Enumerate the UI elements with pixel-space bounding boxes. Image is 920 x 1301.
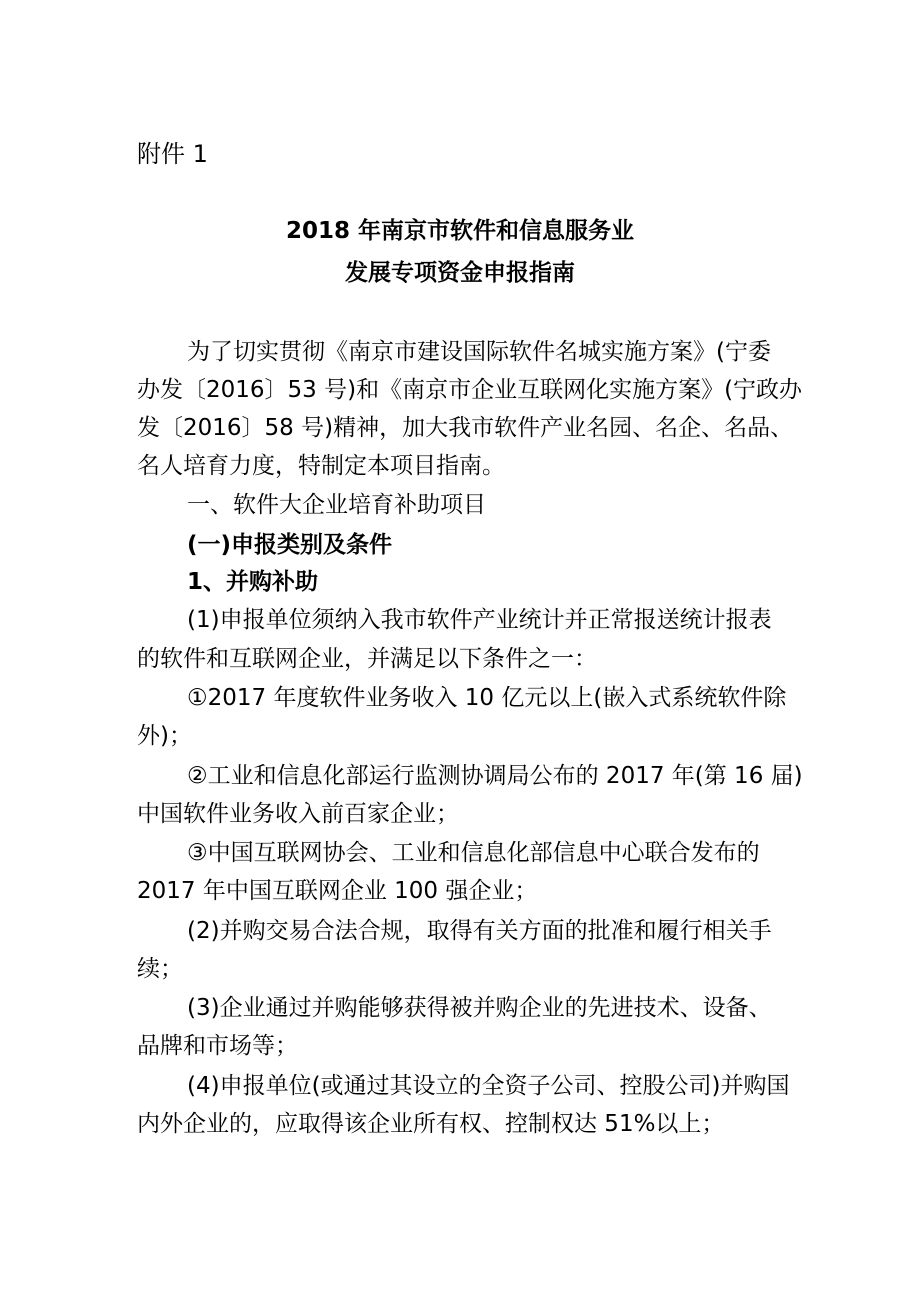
condition-option-3-line-2: 2017 年中国互联网企业 100 强企业； <box>137 878 538 904</box>
condition-2-line-2: 续； <box>137 956 183 982</box>
condition-4-line-1: (4)申报单位(或通过其设立的全资子公司、控股公司)并购国 <box>187 1073 790 1099</box>
condition-1-line-2: 的软件和互联网企业，并满足以下条件之一： <box>137 646 597 672</box>
condition-1-line-1: (1)申报单位须纳入我市软件产业统计并正常报送统计报表 <box>187 607 772 633</box>
condition-option-1-line-2: 外)； <box>137 723 192 749</box>
condition-3-line-1: (3)企业通过并购能够获得被并购企业的先进技术、设备、 <box>187 995 772 1021</box>
condition-option-2-line-2: 中国软件业务收入前百家企业； <box>137 801 459 827</box>
item-heading-1: 1、并购补助 <box>187 569 319 595</box>
condition-option-2-line-1: ②工业和信息化部运行监测协调局公布的 2017 年(第 16 届) <box>187 763 803 789</box>
condition-option-1-line-1: ①2017 年度软件业务收入 10 亿元以上(嵌入式系统软件除 <box>187 685 787 711</box>
section-heading-1: 一、软件大企业培育补助项目 <box>187 492 486 518</box>
condition-3-line-2: 品牌和市场等； <box>137 1033 298 1059</box>
document-title-line-2: 发展专项资金申报指南 <box>345 260 575 286</box>
subsection-heading-1: (一)申报类别及条件 <box>187 532 393 558</box>
condition-4-line-2: 内外企业的，应取得该企业所有权、控制权达 51%以上； <box>137 1111 725 1137</box>
attachment-label: 附件 1 <box>137 140 208 168</box>
intro-paragraph-line-3: 发〔2016〕58 号)精神，加大我市软件产业名园、名企、名品、 <box>137 415 794 441</box>
intro-paragraph-line-1: 为了切实贯彻《南京市建设国际软件名城实施方案》(宁委 <box>187 339 771 365</box>
condition-option-3-line-1: ③中国互联网协会、工业和信息化部信息中心联合发布的 <box>187 840 760 866</box>
document-title-line-1: 2018 年南京市软件和信息服务业 <box>285 218 635 244</box>
intro-paragraph-line-4: 名人培育力度，特制定本项目指南。 <box>137 453 505 479</box>
condition-2-line-1: (2)并购交易合法合规，取得有关方面的批准和履行相关手 <box>187 918 772 944</box>
intro-paragraph-line-2: 办发〔2016〕53 号)和《南京市企业互联网化实施方案》(宁政办 <box>137 377 803 403</box>
